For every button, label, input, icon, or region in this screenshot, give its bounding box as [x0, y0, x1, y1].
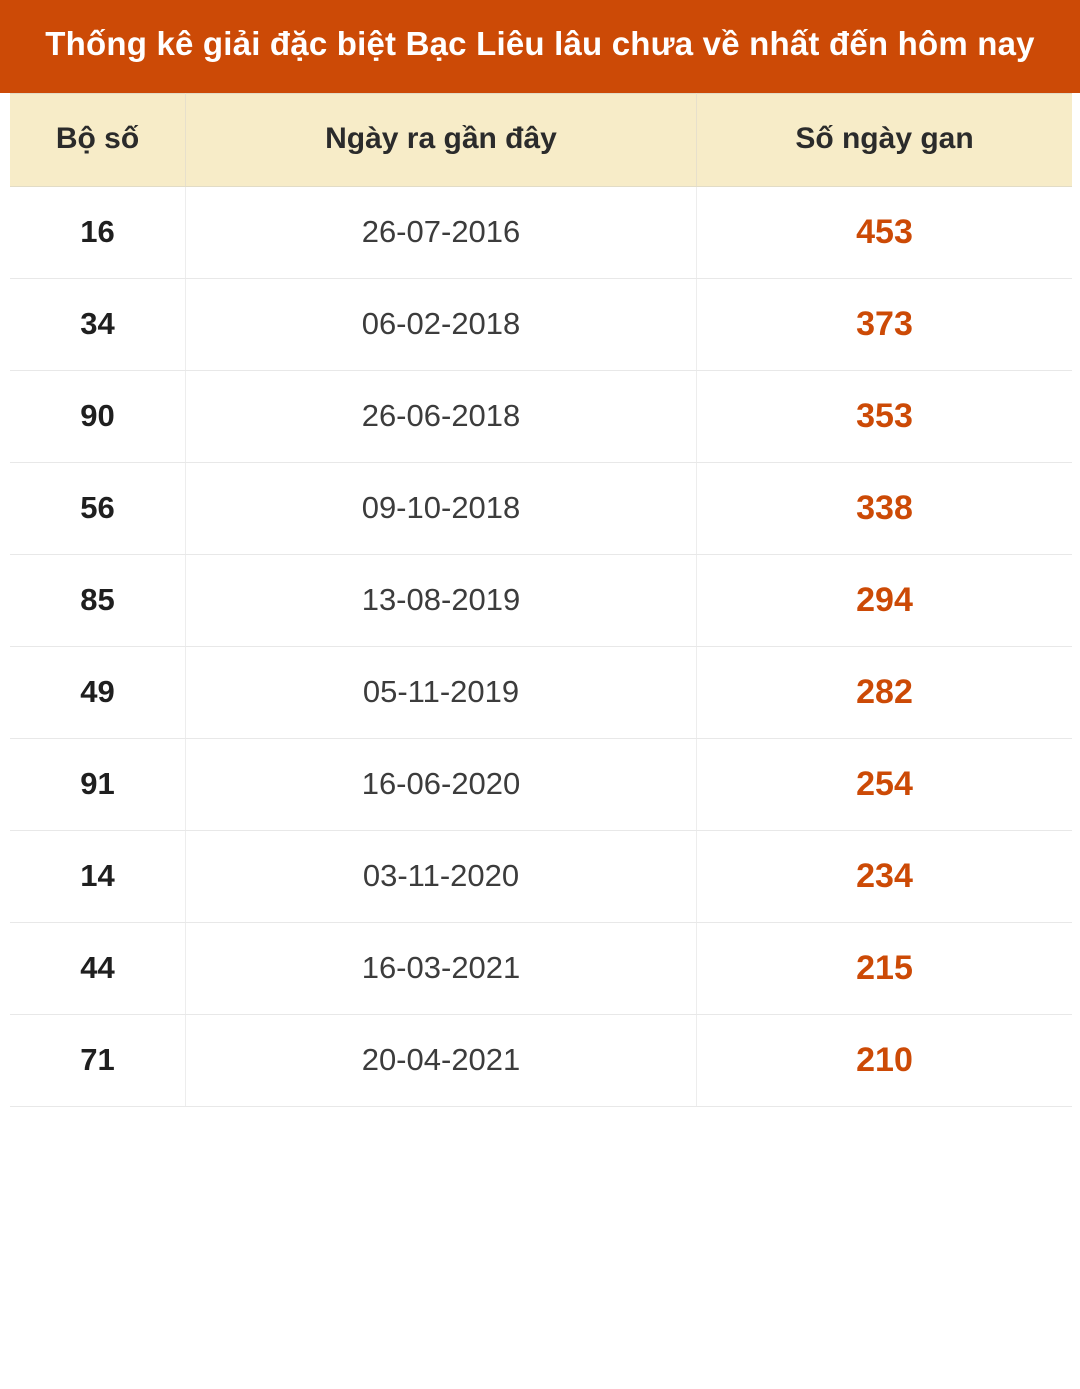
- table-row: [10, 830, 1072, 922]
- table-row: [10, 1014, 1072, 1106]
- cell-so-ngay-gan: 234: [697, 830, 1073, 922]
- table-row: [10, 278, 1072, 370]
- cell-ngay-ra: 26-06-2018: [186, 370, 697, 462]
- cell-bo-so: 90: [10, 370, 186, 462]
- cell-bo-so: 49: [10, 646, 186, 738]
- column-header-bo-so: Bộ số: [10, 93, 186, 186]
- cell-ngay-ra: 26-07-2016: [186, 186, 697, 278]
- table-header-row: [10, 93, 1072, 186]
- table-body: [10, 186, 1072, 1106]
- table-header: [10, 93, 1072, 186]
- cell-so-ngay-gan: 373: [697, 278, 1073, 370]
- cell-ngay-ra: 20-04-2021: [186, 1014, 697, 1106]
- cell-bo-so: 56: [10, 462, 186, 554]
- bottom-spacer: [0, 1381, 1080, 1389]
- table-row: [10, 462, 1072, 554]
- cell-bo-so: 44: [10, 922, 186, 1014]
- table-row: [10, 370, 1072, 462]
- cell-ngay-ra: 06-02-2018: [186, 278, 697, 370]
- table-row: [10, 554, 1072, 646]
- cell-bo-so: 16: [10, 186, 186, 278]
- column-header-ngay-ra: Ngày ra gần đây: [186, 93, 697, 186]
- column-header-so-ngay-gan: Số ngày gan: [697, 93, 1073, 186]
- cell-bo-so: 14: [10, 830, 186, 922]
- cell-ngay-ra: 05-11-2019: [186, 646, 697, 738]
- table-row: [10, 186, 1072, 278]
- cell-so-ngay-gan: 353: [697, 370, 1073, 462]
- table-row: [10, 646, 1072, 738]
- table-row: [10, 922, 1072, 1014]
- cell-so-ngay-gan: 338: [697, 462, 1073, 554]
- cell-so-ngay-gan: 294: [697, 554, 1073, 646]
- cell-so-ngay-gan: 210: [697, 1014, 1073, 1106]
- cell-so-ngay-gan: 254: [697, 738, 1073, 830]
- cell-ngay-ra: 13-08-2019: [186, 554, 697, 646]
- page-title: Thống kê giải đặc biệt Bạc Liêu lâu chưa về nhất đến hôm nay: [0, 0, 1080, 93]
- cell-ngay-ra: 03-11-2020: [186, 830, 697, 922]
- cell-ngay-ra: 09-10-2018: [186, 462, 697, 554]
- cell-ngay-ra: 16-06-2020: [186, 738, 697, 830]
- cell-bo-so: 85: [10, 554, 186, 646]
- cell-so-ngay-gan: 282: [697, 646, 1073, 738]
- cell-bo-so: 34: [10, 278, 186, 370]
- table-row: [10, 738, 1072, 830]
- stats-table-container: [0, 93, 1080, 1107]
- cell-bo-so: 91: [10, 738, 186, 830]
- cell-so-ngay-gan: 453: [697, 186, 1073, 278]
- cell-bo-so: 71: [10, 1014, 186, 1106]
- cell-so-ngay-gan: 215: [697, 922, 1073, 1014]
- stats-table: [10, 93, 1072, 1107]
- cell-ngay-ra: 16-03-2021: [186, 922, 697, 1014]
